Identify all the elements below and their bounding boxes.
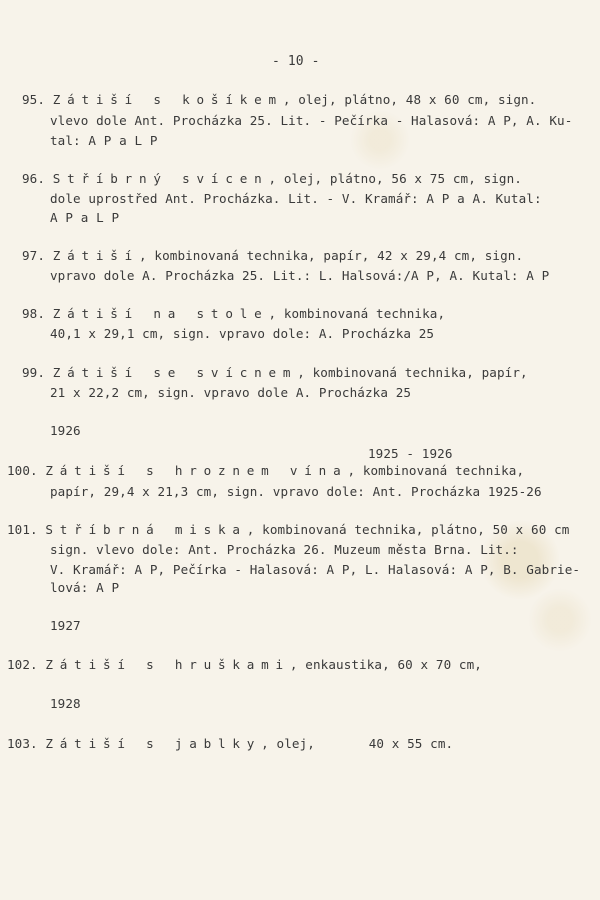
entry-97-line2: vpravo dole A. Procházka 25. Lit.: L. Halsová:/A P, A. Kutal: A P	[50, 268, 550, 283]
entry-line1: , olej, plátno, 48 x 60 cm, sign.	[282, 92, 537, 107]
entry-95-line2: vlevo dole Ant. Procházka 25. Lit. - Pečírka - Halasová: A P, A. Ku-	[50, 113, 573, 128]
entry-96-line3: A P a L P	[50, 210, 120, 225]
entry-line1: , kombinovaná technika,	[268, 306, 446, 321]
entry-99	[22, 365, 528, 381]
entry-line1: , kombinovaná technika, plátno, 50 x 60 cm	[246, 522, 570, 537]
entry-number: 97.	[22, 248, 46, 263]
entry-number: 100.	[7, 463, 38, 478]
entry-title: Zátiší s hruškami	[45, 657, 290, 672]
page-number: - 10 -	[272, 54, 320, 69]
entry-number: 103.	[7, 736, 38, 751]
entry-101-line3: V. Kramář: A P, Pečírka - Halasová: A P, L. Halasová: A P, B. Gabrie-	[50, 562, 581, 577]
entry-100-line2: papír, 29,4 x 21,3 cm, sign. vpravo dole: Ant. Procházka 1925-26	[50, 484, 542, 499]
entry-title: Zátiší s košíkem	[52, 92, 283, 107]
entry-number: 95.	[22, 92, 46, 107]
entry-101	[7, 522, 569, 538]
entry-96-line2: dole uprostřed Ant. Procházka. Lit. - V. Kramář: A P a A. Kutal:	[50, 191, 542, 206]
entry-line1: , olej, plátno, 56 x 75 cm, sign.	[268, 171, 522, 186]
entry-98-line2: 40,1 x 29,1 cm, sign. vpravo dole: A. Procházka 25	[50, 326, 435, 341]
entry-number: 99.	[22, 365, 46, 380]
year-range-1925-1926: 1925 - 1926	[368, 446, 453, 461]
entry-title: Stříbrný svícen	[52, 171, 269, 186]
entry-title: Stříbrná miska	[45, 522, 247, 537]
entry-number: 102.	[7, 657, 38, 672]
entry-95-line3: tal: A P a L P	[50, 133, 158, 148]
entry-103	[7, 736, 453, 752]
entry-line1: , kombinovaná technika,	[347, 463, 525, 478]
entry-97	[22, 248, 523, 264]
entry-98	[22, 306, 445, 322]
year-heading-1927: 1927	[50, 618, 81, 633]
entry-101-line4: lová: A P	[50, 580, 120, 595]
entry-102	[7, 657, 482, 673]
entry-100	[7, 463, 524, 479]
entry-title: Zátiší se svícnem	[52, 365, 298, 380]
entry-title: Zátiší s jablky	[45, 736, 262, 751]
entry-line1: , olej, 40 x 55 cm.	[261, 736, 454, 751]
entry-line1: , enkaustika, 60 x 70 cm,	[289, 657, 482, 672]
entry-96	[22, 171, 522, 187]
entry-number: 101.	[7, 522, 38, 537]
entry-number: 96.	[22, 171, 46, 186]
entry-title: Zátiší na stole	[52, 306, 269, 321]
entry-99-line2: 21 x 22,2 cm, sign. vpravo dole A. Procházka 25	[50, 385, 412, 400]
entry-line1: , kombinovaná technika, papír,	[297, 365, 528, 380]
year-heading-1928: 1928	[50, 696, 81, 711]
entry-101-line2: sign. vlevo dole: Ant. Procházka 26. Muzeum města Brna. Lit.:	[50, 542, 519, 557]
entry-title: Zátiší s hroznem vína	[45, 463, 348, 478]
entry-95	[22, 92, 536, 108]
entry-line1: , kombinovaná technika, papír, 42 x 29,4 cm, sign.	[139, 248, 524, 263]
year-heading-1926: 1926	[50, 423, 81, 438]
entry-title: Zátiší	[52, 248, 140, 263]
entry-number: 98.	[22, 306, 46, 321]
